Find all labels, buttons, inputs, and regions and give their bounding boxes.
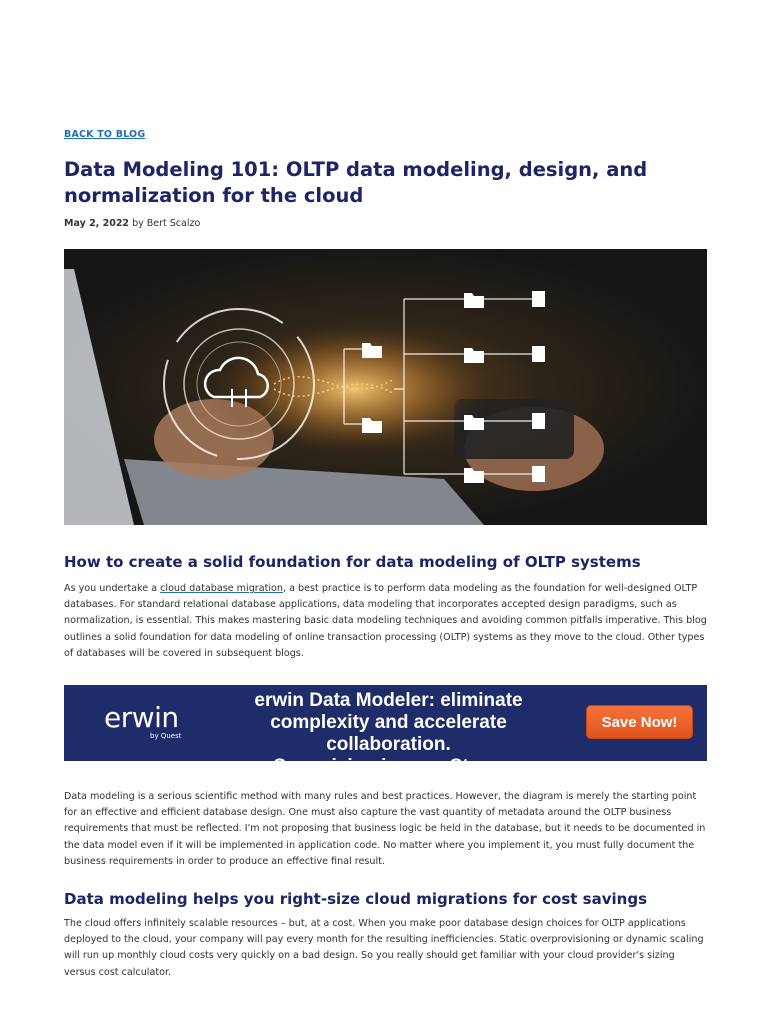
section-metadata-paragraph: Data modeling is a serious scientific method with many rules and best practices. However, the diagram is merely the starting point for an effective and efficient database design. One must also capture the vast quantity of metadata around the OLTP business requirements that must be reflected. I'm not proposing that business logic be held in the database, but it needs to be documented in the data model even if it will be implemented in application code. No matter where you implement it, you must fully document the business requirements in order to produce an effective final result. (64, 791, 706, 867)
banner-line-1: erwin Data Modeler: eliminate (254, 690, 523, 711)
hero-illustration (64, 249, 707, 525)
banner-text (206, 690, 571, 778)
document-icon (532, 413, 545, 429)
banner-line-2: complexity and accelerate collaboration. (270, 712, 507, 755)
hero-image (64, 249, 707, 525)
section-heading-right-size: Data modeling helps you right-size cloud migrations for cost savings (64, 890, 648, 908)
byline-by: by (132, 218, 144, 229)
erwin-logo-sub: by Quest (150, 732, 182, 740)
erwin-ad-banner[interactable] (64, 685, 707, 777)
document-icon (532, 466, 545, 482)
author-name: Bert Scalzo (146, 218, 201, 229)
section-heading-foundation: How to create a solid foundation for data modeling of OLTP systems (64, 553, 641, 571)
post-date: May 2, 2022 (64, 218, 130, 229)
section-right-size-paragraph: The cloud offers infinitely scalable resources – but, at a cost. When you make poor database design choices for OLTP applications deployed to the cloud, your company will pay every month for the resulting inefficiencies. Static overprovisioning or dynamic scaling will run up monthly cloud costs very quickly on a bad design. So you really should get familiar with your cloud provider's sizing versus cost calculator. (64, 918, 704, 978)
document-icon (532, 346, 545, 362)
byline (64, 218, 200, 229)
section-foundation-paragraph: As you undertake a cloud database migration, a best practice is to perform data modeling as the foundation for well-designed OLTP databases. For standard relational database applications, data modeling that incorporates accepted design paradigms, such as normalization, is essential. This makes mastering basic data modeling techniques and avoiding common pitfalls imperative. This blog outlines a solid foundation for data modeling of online transaction processing (OLTP) systems as they move to the cloud. Other types of databases will be covered in subsequent blogs. (64, 583, 707, 659)
folder-icon (464, 293, 484, 308)
page-title: Data Modeling 101: OLTP data modeling, design, and normalization for the cloud (64, 158, 648, 207)
save-now-button[interactable]: Save Now! (586, 705, 693, 739)
laptop-screen (64, 269, 134, 525)
erwin-logo: erwin (104, 701, 179, 734)
document-icon (532, 291, 545, 307)
cloud-migration-link[interactable]: cloud database migration (160, 583, 283, 594)
banner-line-3: See pricing in our eStore. (273, 756, 504, 777)
back-to-blog-link[interactable]: BACK TO BLOG (64, 129, 146, 140)
